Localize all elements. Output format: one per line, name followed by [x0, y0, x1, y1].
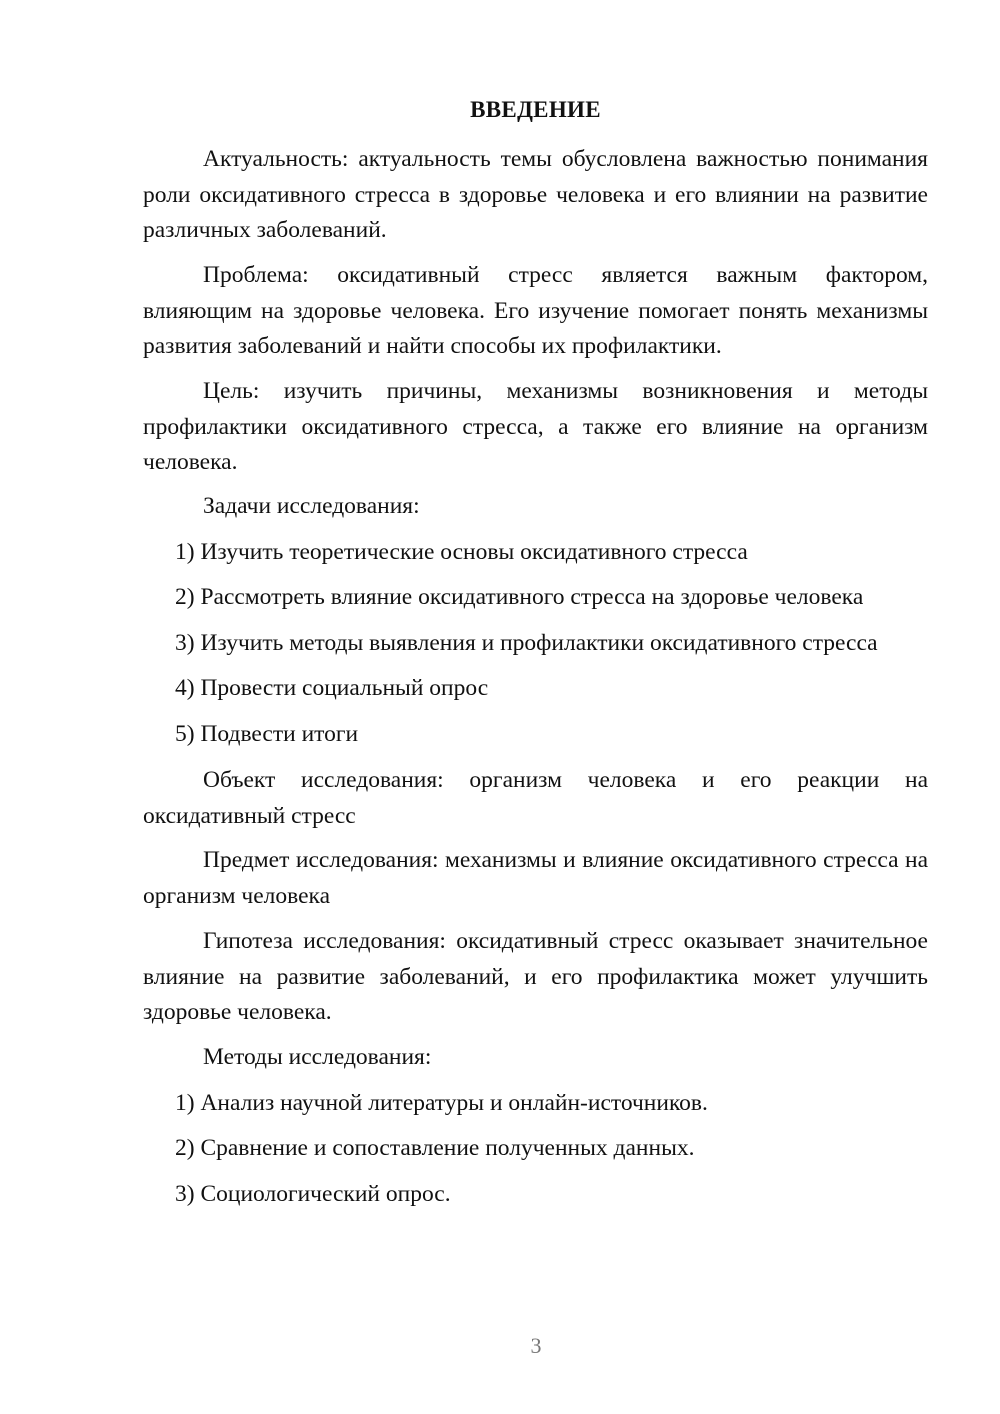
object-paragraph: Объект исследования: организм человека и его реакции на оксидативный стресс: [143, 767, 928, 829]
goal-paragraph: Цель: изучить причины, механизмы возникновения и методы профилактики оксидативного стресса, а также его влияние на организм человека.: [143, 378, 928, 475]
subject-paragraph: Предмет исследования: механизмы и влияние оксидативного стресса на организм человека: [143, 847, 928, 909]
problem-paragraph: Проблема: оксидативный стресс является важным фактором, влияющим на здоровье человека. Его изучение помогает понять механизмы развития заболеваний и найти способы их профилактики.: [143, 262, 928, 359]
relevance-paragraph: Актуальность: актуальность темы обусловлена важностью понимания роли оксидативного стресса в здоровье человека и его влиянии на развитие различных заболеваний.: [143, 146, 928, 243]
methods-heading: Методы исследования:: [203, 1044, 432, 1070]
section-title: ВВЕДЕНИЕ: [470, 97, 601, 122]
method-item: 1) Анализ научной литературы и онлайн-источников.: [175, 1090, 708, 1116]
tasks-heading: Задачи исследования:: [203, 493, 420, 519]
task-item: 2) Рассмотреть влияние оксидативного стресса на здоровье человека: [175, 584, 864, 610]
hypothesis-paragraph: Гипотеза исследования: оксидативный стресс оказывает значительное влияние на развитие заболеваний, и его профилактика может улучшить здоровье человека.: [143, 928, 928, 1025]
method-item: 3) Социологический опрос.: [175, 1181, 451, 1207]
task-item: 5) Подвести итоги: [175, 721, 359, 747]
task-item: 4) Провести социальный опрос: [175, 675, 489, 701]
method-item: 2) Сравнение и сопоставление полученных данных.: [175, 1135, 695, 1161]
task-item: 1) Изучить теоретические основы оксидативного стресса: [175, 539, 748, 565]
task-item: 3) Изучить методы выявления и профилактики оксидативного стресса: [175, 630, 878, 656]
page-number: 3: [530, 1333, 542, 1358]
